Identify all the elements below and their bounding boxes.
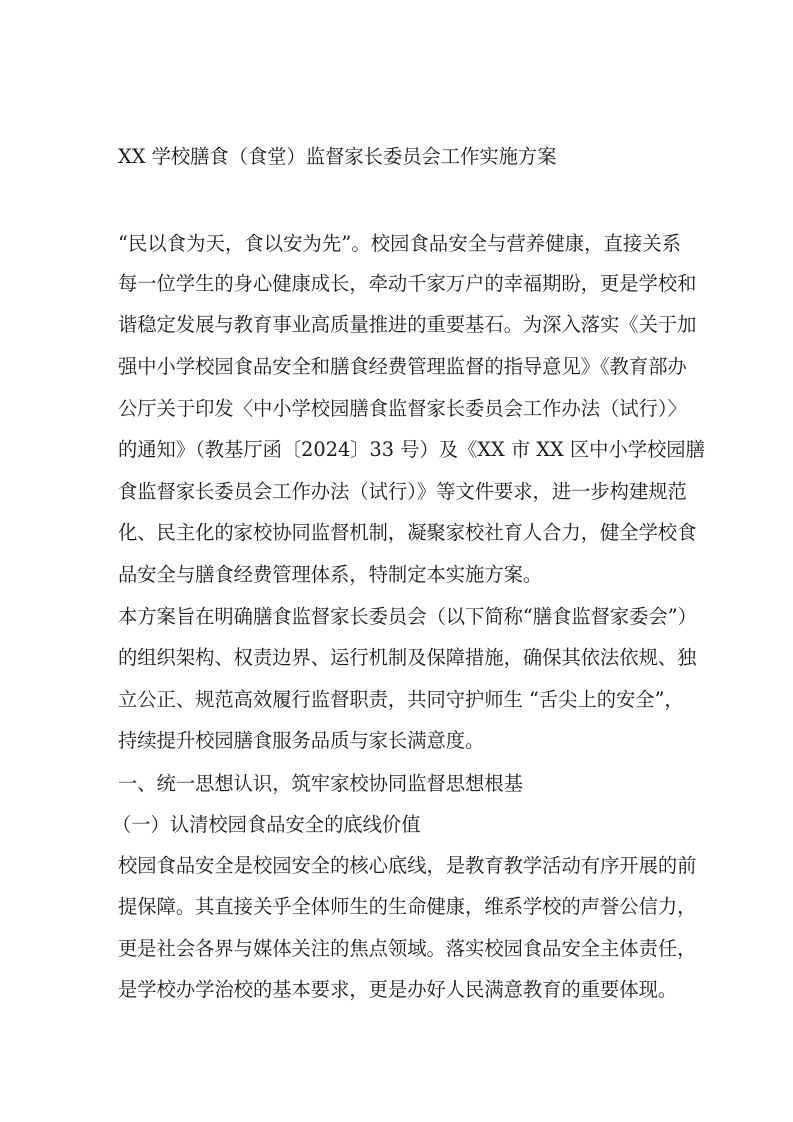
text-line: 提保障。其直接关乎全体师生的生命健康，维系学校的声誉公信力， [118,895,697,918]
text-line: 化、民主化的家校协同监督机制，凝聚家校社育人合力，健全学校食 [118,521,697,544]
text-line: 品安全与膳食经费管理体系，特制定本实施方案。 [118,563,543,586]
text-line: 更是社会各界与媒体关注的焦点领域。落实校园食品安全主体责任， [118,937,697,960]
text-line: 校园食品安全是校园安全的核心底线，是教育教学活动有序开展的前 [118,854,697,877]
text-line: 公厅关于印发〈中小学校园膳食监督家长委员会工作办法（试行）〉 [118,397,687,420]
text-line: 持续提升校园膳食服务品质与家长满意度。 [118,729,485,752]
text-line: “民以食为天，食以安为先”。校园食品安全与营养健康，直接关系 [118,232,681,255]
subsection-heading: （一）认清校园食品安全的底线价值 [112,813,421,836]
text-line: 的通知》（教基厅函〔2024〕33 号）及《XX 市 XX 区中小学校园膳 [118,438,705,461]
text-line: 强中小学校园食品安全和膳食经费管理监督的指导意见》《教育部办 [118,355,687,378]
document-title: XX 学校膳食（食堂）监督家长委员会工作实施方案 [118,145,557,168]
text-line: 每一位学生的身心健康成长，牵动千家万户的幸福期盼，更是学校和 [118,272,697,295]
text-line: 食监督家长委员会工作办法（试行）》等文件要求，进一步构建规范 [118,480,687,503]
text-line: 谐稳定发展与教育事业高质量推进的重要基石。为深入落实《关于加 [118,313,697,336]
text-line: 是学校办学治校的基本要求，更是办好人民满意教育的重要体现。 [118,978,678,1001]
text-line: 立公正、规范高效履行监督职责，共同守护师生 “舌尖上的安全”， [118,688,684,711]
section-heading: 一、统一思想认识，筑牢家校协同监督思想根基 [118,772,523,795]
text-line: 本方案旨在明确膳食监督家长委员会（以下简称“膳食监督家委会”） [118,605,697,628]
text-line: 的组织架构、权责边界、运行机制及保障措施，确保其依法依规、独 [118,646,697,669]
